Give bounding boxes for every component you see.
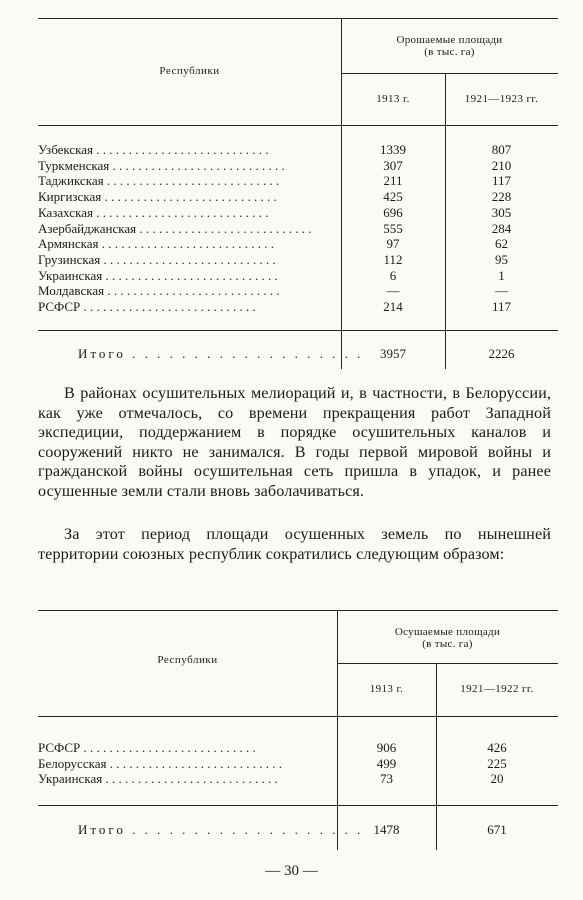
value-1921: — bbox=[495, 283, 508, 299]
republic-name-text: Узбекская bbox=[38, 142, 94, 157]
value-1921: 225 bbox=[487, 755, 507, 771]
dot-leader: . . . . . . . . . . . . . . . . . . . . . . . . . . . bbox=[100, 251, 276, 267]
table2-total-label bbox=[78, 822, 364, 838]
value-1913: 307 bbox=[383, 157, 403, 173]
value-1913: 1339 bbox=[380, 142, 406, 157]
table-row bbox=[38, 756, 558, 771]
dot-leader: . . . . . . . . . . . . . . . . . . . . . . . . . . . bbox=[101, 189, 277, 205]
value-1913: 73 bbox=[380, 771, 393, 786]
value-1921: 1 bbox=[498, 267, 505, 283]
value-1921: 228 bbox=[491, 189, 512, 205]
table-row bbox=[38, 740, 558, 755]
table-row bbox=[38, 771, 558, 786]
value-1913: — bbox=[386, 283, 400, 299]
dot-leader: . . . . . . . . . . . . . . . . . . . . . . . . . . . bbox=[103, 173, 280, 189]
table-row bbox=[38, 268, 558, 283]
value-1913: 214 bbox=[383, 299, 403, 314]
republic-name bbox=[38, 236, 335, 251]
table2-header-split-rule bbox=[337, 663, 558, 664]
page-number: — 30 — bbox=[265, 863, 318, 879]
table1-total-label bbox=[78, 346, 364, 362]
table1-total-1913: 3957 bbox=[380, 346, 406, 361]
table-row bbox=[38, 142, 558, 157]
paragraph-intro-table2: За этот период площади осушенных земель по нынешней территории союзных республик сократились следующим образом: bbox=[38, 525, 551, 563]
dot-leader: . . . . . . . . . . . . . . . . . . . . . . . . . . . bbox=[104, 283, 280, 299]
republic-name bbox=[38, 142, 335, 157]
value-1921: 117 bbox=[491, 299, 512, 314]
value-1913: 425 bbox=[383, 189, 403, 205]
republic-name-text: Киргизская bbox=[38, 189, 102, 205]
table1-col-area: Орошаемые площади bbox=[396, 34, 503, 46]
table-row bbox=[38, 283, 558, 298]
table1-total-text: Итого bbox=[78, 346, 126, 361]
table2-total-row bbox=[337, 822, 558, 837]
republic-name-text: РСФСР bbox=[38, 299, 81, 314]
value-1921: 62 bbox=[495, 236, 508, 252]
republic-name bbox=[38, 158, 335, 173]
republic-name bbox=[38, 756, 331, 771]
table-row bbox=[38, 189, 558, 204]
republic-name bbox=[38, 189, 335, 204]
value-1921: 284 bbox=[491, 220, 512, 236]
value-1921: 210 bbox=[491, 157, 512, 173]
paragraph-drainage-decline: В районах осушительных мелиораций и, в частности, в Белоруссии, как уже отмечалось, со времени прекращения работ Западной экспедиции, поддержанием в порядке осушительных каналов и сооружений никто не занимался. В годы первой мировой войны и гражданской войны осушительная сеть пришла в упадок, и ранее осушенные земли стали вновь заболачиваться. bbox=[38, 384, 551, 500]
table2-total-rule bbox=[38, 805, 558, 806]
dot-leader: . . . . . . . . . . . . . . . . . . . . . . . . . . . bbox=[109, 157, 285, 173]
table2-col-area-unit: (в тыс. га) bbox=[422, 638, 473, 650]
table1-top-rule bbox=[38, 18, 558, 19]
republic-name bbox=[38, 173, 335, 188]
republic-name bbox=[38, 252, 335, 267]
table2-col-area: Осушаемые площади bbox=[394, 626, 501, 638]
republic-name bbox=[38, 740, 331, 755]
dot-leader: . . . . . . . . . . . . . . . . . . . . . . . . . . . bbox=[80, 299, 256, 314]
dot-leader: . . . . . . . . . . . . . . . . . . . . . . . . . . . bbox=[92, 204, 269, 220]
table1-col-year-1921-1923: 1921—1923 гг. bbox=[464, 93, 539, 105]
table2-total-1921: 671 bbox=[487, 822, 507, 837]
value-1921: 95 bbox=[495, 251, 508, 267]
table2-col-year-1921-1922: 1921—1922 гг. bbox=[460, 683, 534, 695]
value-1913: 499 bbox=[376, 755, 397, 771]
table2-total-text: Итого bbox=[78, 822, 126, 837]
value-1913: 112 bbox=[383, 251, 403, 267]
table-row bbox=[38, 205, 558, 220]
table1-col-year-1913: 1913 г. bbox=[376, 93, 410, 105]
table2-total-1913: 1478 bbox=[373, 822, 400, 837]
table1-col-republic: Республики bbox=[159, 65, 220, 77]
republic-name bbox=[38, 283, 335, 298]
value-1921: 117 bbox=[491, 173, 512, 189]
republic-name-text: Молдавская bbox=[38, 283, 105, 299]
dot-leader: . . . . . . . . . . . . . . . . . . . . . . . . . . . bbox=[93, 142, 269, 157]
republic-name-text: Казахская bbox=[38, 204, 93, 220]
table1-total-row bbox=[341, 346, 558, 361]
republic-name-text: Украинская bbox=[38, 267, 103, 283]
table2-col-year-1913: 1913 г. bbox=[369, 683, 404, 695]
table-row bbox=[38, 158, 558, 173]
republic-name-text: Грузинская bbox=[38, 251, 101, 267]
table2-top-rule bbox=[38, 610, 558, 611]
table-row bbox=[38, 299, 558, 314]
table1-total-rule bbox=[38, 330, 558, 331]
value-1921: 305 bbox=[491, 204, 512, 220]
republic-name-text: РСФСР bbox=[38, 740, 81, 755]
republic-name-text: Туркменская bbox=[38, 157, 110, 173]
republic-name-text: Армянская bbox=[38, 236, 99, 252]
value-1921: 426 bbox=[487, 740, 507, 755]
table1-total-leader: . . . . . . . . . . . . . . . . . . . bbox=[125, 346, 364, 361]
republic-name-text: Украинская bbox=[38, 771, 103, 786]
table1-col-area-unit: (в тыс. га) bbox=[424, 46, 475, 58]
dot-leader: . . . . . . . . . . . . . . . . . . . . . . . . . . . bbox=[80, 740, 256, 755]
table2-total-leader: . . . . . . . . . . . . . . . . . . . bbox=[125, 822, 364, 837]
value-1913: 906 bbox=[376, 740, 397, 755]
dot-leader: . . . . . . . . . . . . . . . . . . . . . . . . . . . bbox=[106, 755, 282, 771]
dot-leader: . . . . . . . . . . . . . . . . . . . . . . . . . . . bbox=[136, 220, 312, 236]
table2-header-bottom-rule bbox=[38, 716, 558, 717]
table-row bbox=[38, 173, 558, 188]
dot-leader: . . . . . . . . . . . . . . . . . . . . . . . . . . . bbox=[98, 236, 274, 252]
table2-col-republic: Республики bbox=[157, 654, 218, 666]
table1-total-1921: 2226 bbox=[488, 346, 515, 361]
value-1921: 807 bbox=[491, 142, 512, 157]
table-row bbox=[38, 221, 558, 236]
value-1921: 20 bbox=[490, 771, 504, 786]
dot-leader: . . . . . . . . . . . . . . . . . . . . . . . . . . . bbox=[102, 267, 278, 283]
republic-name-text: Белорусская bbox=[38, 755, 107, 771]
dot-leader: . . . . . . . . . . . . . . . . . . . . . . . . . . . bbox=[102, 771, 278, 786]
value-1913: 696 bbox=[383, 204, 403, 220]
table1-header-split-rule bbox=[341, 73, 558, 74]
republic-name bbox=[38, 268, 335, 283]
republic-name-text: Азербайджанская bbox=[38, 220, 137, 236]
value-1913: 555 bbox=[383, 220, 403, 236]
table-row bbox=[38, 236, 558, 251]
table-row bbox=[38, 252, 558, 267]
value-1913: 97 bbox=[386, 236, 400, 252]
republic-name-text: Таджикская bbox=[38, 173, 104, 189]
republic-name bbox=[38, 221, 335, 236]
value-1913: 6 bbox=[389, 267, 397, 283]
republic-name bbox=[38, 205, 335, 220]
value-1913: 211 bbox=[383, 173, 403, 189]
table1-header-bottom-rule bbox=[38, 125, 558, 126]
republic-name bbox=[38, 771, 331, 786]
republic-name bbox=[38, 299, 335, 314]
